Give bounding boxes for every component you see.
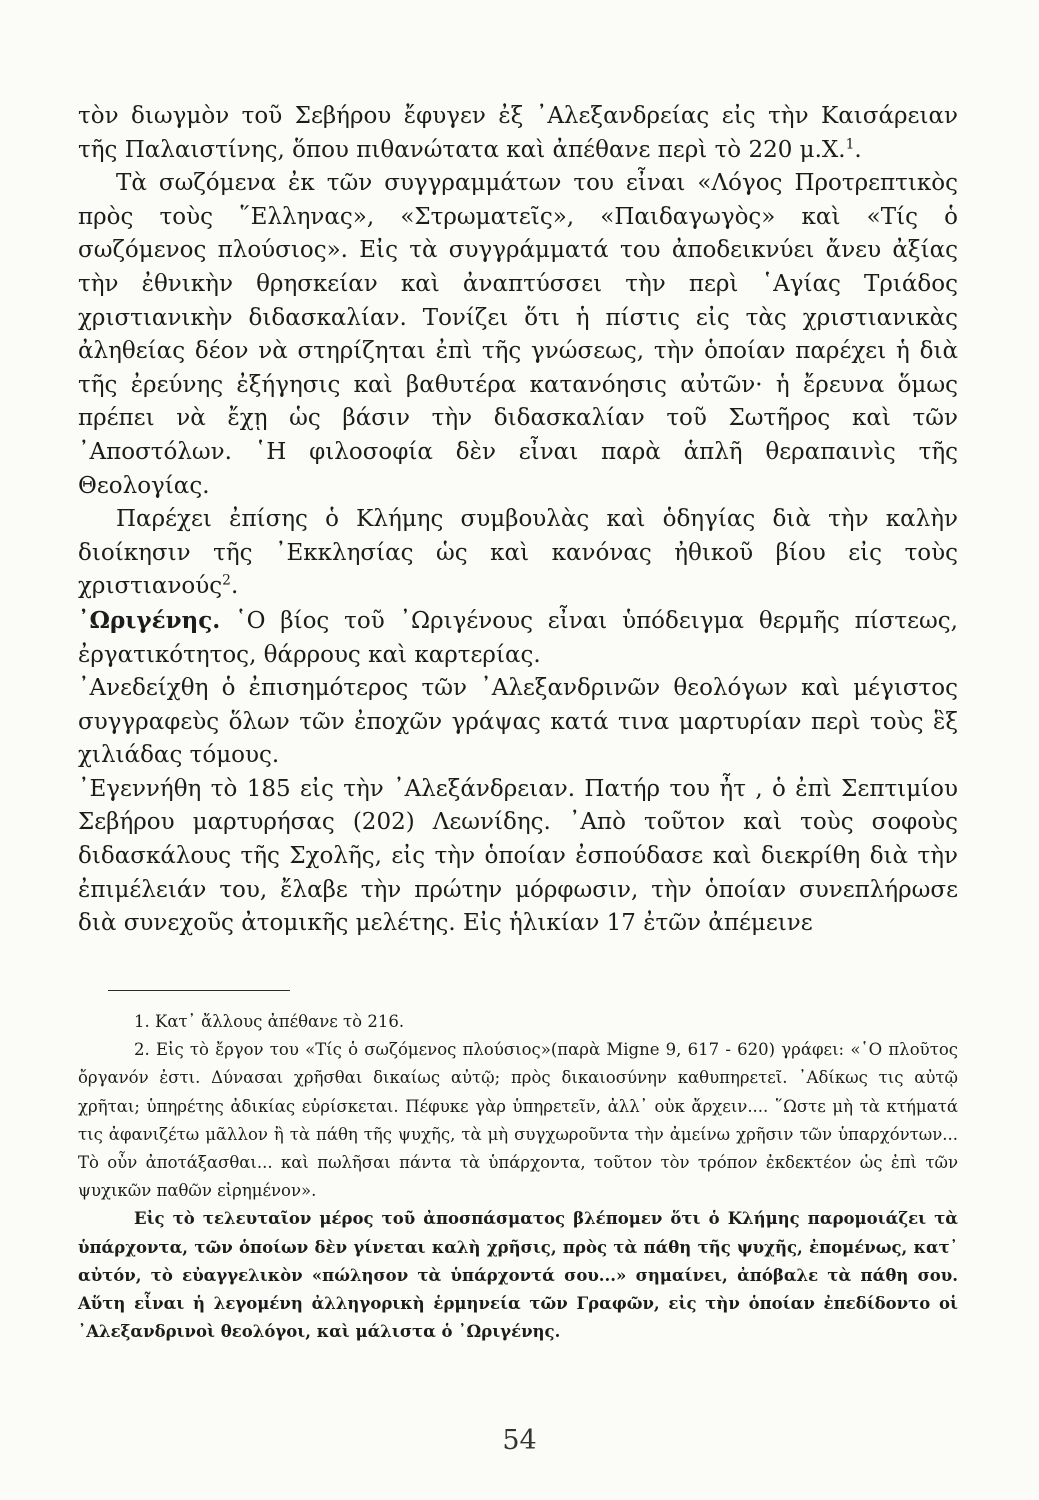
footnotes (78, 1008, 958, 1346)
page-number: 54 (502, 1425, 537, 1456)
paragraph-origen: ᾿Ωριγένης. ῾Ο βίος τοῦ ᾿Ωριγένους εἶναι ὑπόδειγμα θερμῆς πίστεως, ἐργατικότητος, θάρρους καὶ καρτερίας. (78, 606, 958, 668)
footnote-2: 2. Εἰς τὸ ἔργον του «Τίς ὁ σωζόμενος πλούσιος»(παρὰ Migne 9, 617 - 620) γράφει: «῾Ο πλοῦτος ὄργανόν ἐστι. Δύνασαι χρῆσθαι δικαίως αὐτῷ; πρὸς δικαιοσύνην καθυπηρετεῖ. ᾿Αδίκως τις αὐτῷ χρῆται; ὑπηρέτης ἀδικίας εὑρίσκεται. Πέφυκε γὰρ ὑπηρετεῖν, ἀλλ᾿ οὐκ ἄρχειν.... ῞Ωστε μὴ τὰ κτήματά τις ἀφανιζέτω μᾶλλον ἢ τὰ πάθη τῆς ψυχῆς, τὰ μὴ συγχωροῦντα τὴν ἀμείνω χρῆσιν τῶν ὑπαρχόντων... Τὸ οὖν ἀποτάξασθαι... καὶ πωλῆσαι πάντα τὰ ὑπάρχοντα, τοῦτον τὸν τρόπον ἐκδεκτέον ὡς ἐπὶ τῶν ψυχικῶν παθῶν εἰρημένον». (78, 1040, 958, 1201)
footnote-ref-2: 2 (222, 572, 231, 589)
footnote-2-continuation: Εἰς τὸ τελευταῖον μέρος τοῦ ἀποσπάσματος βλέπομεν ὅτι ὁ Κλήμης παρομοιάζει τὰ ὑπάρχοντα, τῶν ὁποίων δὲν γίνεται καλὴ χρῆσις, πρὸς τὰ πάθη τῆς ψυχῆς, ἐπομένως, κατ᾿ αὐτόν, τὸ εὐαγγελικὸν «πώλησον τὰ ὑπάρχοντά σου...» σημαίνει, ἀπόβαλε τὰ πάθη σου. Αὕτη εἶναι ἡ λεγομένη ἀλληγορικὴ ἑρμηνεία τῶν Γραφῶν, εἰς τὴν ὁποίαν ἐπεδίδοντο οἱ ᾿Αλεξανδρινοὶ θεολόγοι, καὶ μάλιστα ὁ ᾿Ωριγένης. (78, 1209, 958, 1342)
paragraph-3: Παρέχει ἐπίσης ὁ Κλήμης συμβουλὰς καὶ ὁδηγίας διὰ τὴν καλὴν διοίκησιν τῆς ᾿Εκκλησίας ὡς καὶ κανόνας ἠθικοῦ βίου εἰς τοὺς χριστιανούς$^2$. (78, 506, 958, 600)
footnote-1: 1. Κατ᾿ ἄλλους ἀπέθανε τὸ 216. (134, 1012, 405, 1031)
paragraph-1: τὸν διωγμὸν τοῦ Σεβήρου ἔφυγεν ἐξ ᾿Αλεξανδρείας εἰς τὴν Καισάρειαν τῆς Παλαιστίνης, ὅπου πιθανώτατα καὶ ἀπέθανε περὶ τὸ 220 μ.Χ.$^1$. (78, 103, 958, 163)
footnote-ref-1: 1 (845, 135, 855, 152)
main-text (78, 100, 958, 941)
paragraph-6: ᾿Εγεννήθη τὸ 185 εἰς τὴν ᾿Αλεξάνδρειαν. Πατήρ του ἦτ , ὁ ἐπὶ Σεπτιμίου Σεβήρου μαρτυρήσας (202) Λεωνίδης. ᾿Απὸ τοῦτον καὶ τοὺς σοφοὺς διδασκάλους τῆς Σχολῆς, εἰς τὴν ὁποίαν ἐσπούδασε καὶ διεκρίθη διὰ τὴν ἐπιμέλειάν του, ἔλαβε τὴν πρώτην μόρφωσιν, τὴν ὁποίαν συνεπλήρωσε διὰ συνεχοῦς ἀτομικῆς μελέτης. Εἰς ἡλικίαν 17 ἐτῶν ἀπέμεινε (78, 775, 958, 937)
footnote-divider (108, 990, 290, 991)
section-heading-origen: ᾿Ωριγένης. (78, 606, 221, 634)
paragraph-5: ᾿Ανεδείχθη ὁ ἐπισημότερος τῶν ᾿Αλεξανδρινῶν θεολόγων καὶ μέγιστος συγγραφεὺς ὅλων τῶν ἐποχῶν γράψας κατά τινα μαρτυρίαν περὶ τοὺς ἓξ χιλιάδας τόμους. (78, 675, 958, 769)
paragraph-2: Τὰ σωζόμενα ἐκ τῶν συγγραμμάτων του εἶναι «Λόγος Προτρεπτικὸς πρὸς τοὺς ῞Ελληνας», «Στρωματεῖς», «Παιδαγωγὸς» καὶ «Τίς ὁ σωζόμενος πλούσιος». Εἰς τὰ συγγράμματά του ἀποδεικνύει ἄνευ ἀξίας τὴν ἐθνικὴν θρησκείαν καὶ ἀναπτύσσει τὴν περὶ ῾Αγίας Τριάδος χριστιανικὴν διδασκαλίαν. Τονίζει ὅτι ἡ πίστις εἰς τὰς χριστιανικὰς ἀληθείας δέον νὰ στηρίζηται ἐπὶ τῆς γνώσεως, τὴν ὁποίαν παρέχει ἡ διὰ τῆς ἐρεύνης ἐξήγησις καὶ βαθυτέρα κατανόησις αὐτῶν· ἡ ἔρευνα ὅμως πρέπει νὰ ἔχῃ ὡς βάσιν τὴν διδασκαλίαν τοῦ Σωτῆρος καὶ τῶν ᾿Αποστόλων. ῾Η φιλοσοφία δὲν εἶναι παρὰ ἁπλῆ θεραπαινὶς τῆς Θεολογίας. (78, 170, 958, 499)
